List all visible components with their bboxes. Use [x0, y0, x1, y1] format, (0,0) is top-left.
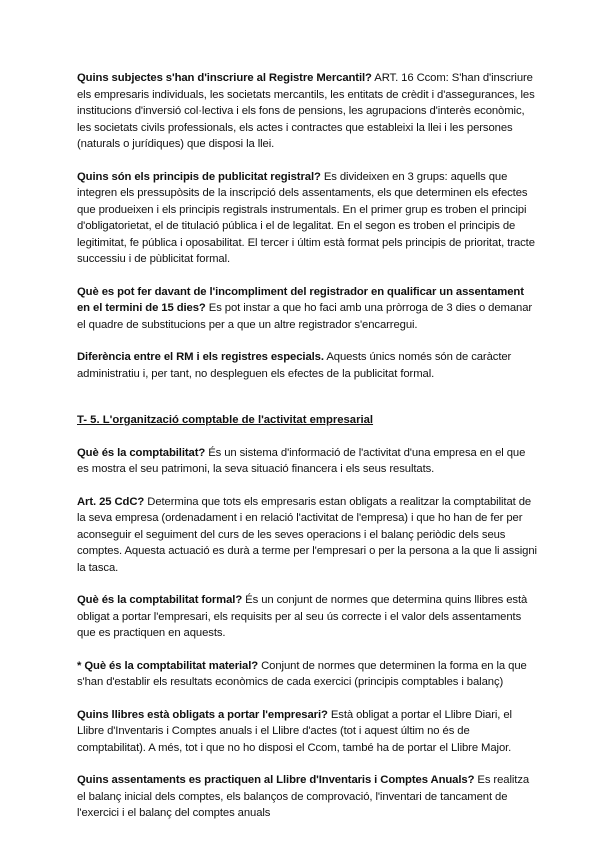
answer: És un sistema d'informació de l'activitat d'una empresa en el que es mostra el seu patrimoni, la seva situació financera i els seus resultats.	[77, 446, 526, 475]
document-body	[77, 70, 539, 838]
question: Quins subjectes s'han d'inscriure al Registre Mercantil?	[77, 72, 372, 84]
question: Diferència entre el RM i els registres especials.	[77, 351, 324, 363]
answer: És un conjunt de normes que determina quins llibres està obligat a portar l'empresari, els requisits per al seu ús correcte i el valor dels assentaments que es practiquen en aquests.	[77, 594, 528, 639]
paragraph-assentaments-inventaris	[77, 772, 539, 822]
answer: Es pot instar a que ho faci amb una pròrroga de 3 dies o demanar el quadre de substitucions per a que un altre registrador s'encarregui.	[77, 302, 533, 331]
question: Què és la comptabilitat formal?	[77, 594, 243, 606]
paragraph-art-25	[77, 494, 539, 577]
paragraph-llibres-obligatoris	[77, 707, 539, 757]
question: Què es pot fer davant de l'incompliment del registrador en qualificar un assentament en el termini de 15 dies?	[77, 285, 524, 314]
question: Quins llibres està obligats a portar l'empresari?	[77, 708, 328, 721]
paragraph-comptabilitat	[77, 445, 539, 478]
answer: Està obligat a portar el Llibre Diari, el Llibre d'Inventaris i Comptes anuals i el Llibre d'actes (tot i aquest últim no és de comptabilitat). A més, tot i que no ho disposi el Ccom, també ha de portar el Llibre Major.	[77, 708, 512, 754]
paragraph-incompliment-registrador	[77, 284, 539, 334]
paragraph-diferencia-rm	[77, 349, 539, 382]
paragraph-registre-mercantil	[77, 70, 539, 153]
paragraph-comptabilitat-formal	[77, 592, 539, 642]
answer: Determina que tots els empresaris estan obligats a realitzar la comptabilitat de la seva empresa (ordenadament i en relació l'activitat de l'empresa) i que ho han de fer per aconseguir el seguiment del curs de les seves operacions i el balanç periòdic dels seus comptes. Aquesta actuació es durà a terme per l'empresari o per la persona a la que li assigni la tasca.	[77, 495, 537, 574]
paragraph-principis-publicitat	[77, 169, 539, 268]
question: * Què és la comptabilitat material?	[77, 659, 259, 672]
answer: Conjunt de normes que determinen la forma en la que s'han d'establir els resultats econòmics de cada exercici (principis comptables i balanç)	[77, 659, 527, 688]
answer: Aquests únics només són de caràcter administratiu i, per tant, no despleguen els efectes de la publicitat formal.	[77, 351, 512, 380]
answer: Es divideixen en 3 grups: aquells que integren els pressupòsits de la inscripció dels assentaments, els que determinen els efectes que produeixen i els principis registrals instrumentals. En el primer grup es troben el principi d'obligatorietat, el de titulació pública i el de legalitat. En el segon es troben el principis de legitimitat, fe pública i oposabilitat. El tercer i últim està format pels principis de prioritat, tracte successiu i de pùblicitat formal.	[77, 170, 535, 265]
answer: Es realitza el balanç inicial dels comptes, els balanços de comprovació, l'inventari de tancament de l'exercici i el balanç del comptes anuals	[77, 774, 530, 819]
question: Art. 25 CdC?	[77, 495, 145, 508]
section-heading: T- 5. L'organització comptable de l'activitat empresarial	[77, 414, 374, 426]
paragraph-comptabilitat-material	[77, 658, 539, 691]
question: Quins són els principis de publicitat registral?	[77, 170, 321, 183]
question: Quins assentaments es practiquen al Llibre d'Inventaris i Comptes Anuals?	[77, 774, 475, 786]
question: Què és la comptabilitat?	[77, 446, 206, 459]
answer: ART. 16 Ccom: S'han d'inscriure els empresaris individuals, les societats mercantils, les entitats de crèdit i d'assegurances, les institucions d'inversió col·lectiva i els fons de pensions, les agrupacions d'interès econòmic, les societats civils professionals, els actes i contractes que estableixi la llei i les persones (naturals o jurídiques) que disposi la llei.	[77, 72, 535, 150]
